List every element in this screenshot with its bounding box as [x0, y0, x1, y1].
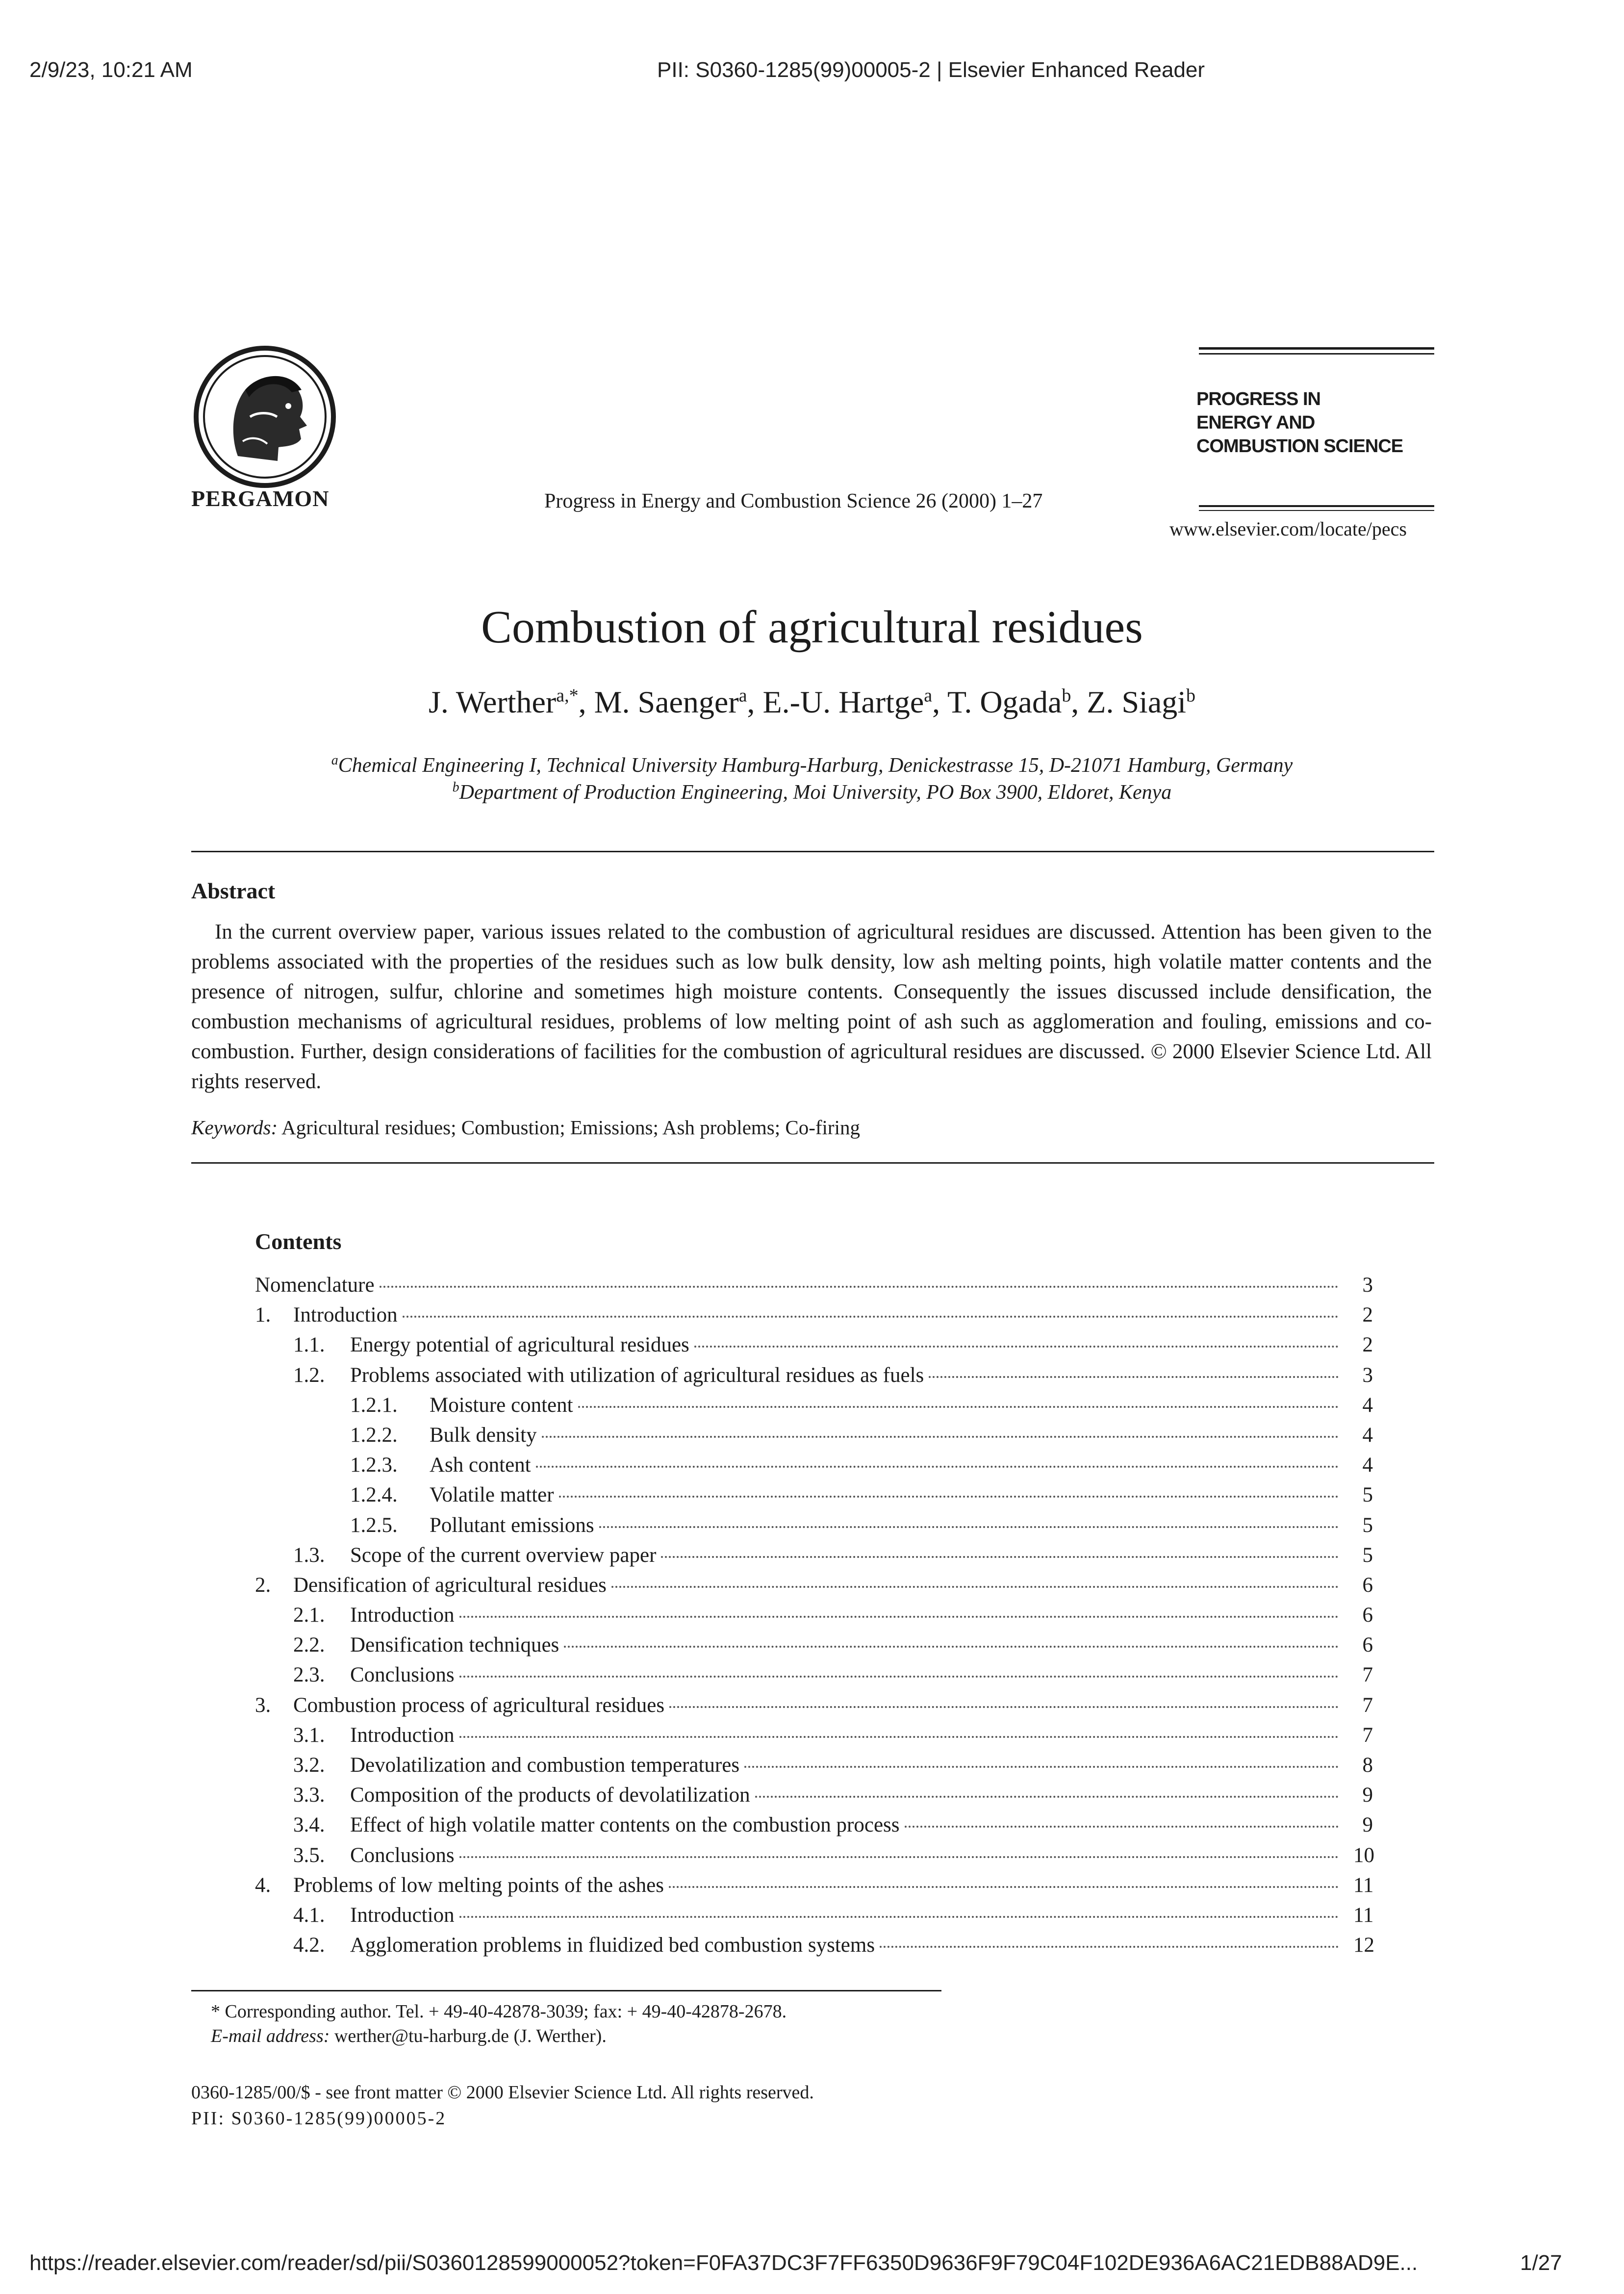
toc-entry-page: 2 [1362, 1303, 1373, 1327]
toc-leader-dots [459, 1676, 1339, 1678]
toc-leader-dots [880, 1946, 1339, 1948]
toc-leader-dots [599, 1526, 1339, 1528]
toc-entry-title: Introduction [293, 1300, 403, 1330]
abstract-rule-top [191, 851, 1434, 852]
brand-rule-top [1199, 347, 1434, 350]
toc-entry-title: Effect of high volatile matter contents on the combustion process [350, 1810, 905, 1840]
publisher-name: PERGAMON [191, 486, 330, 511]
toc-entry-title: Densification techniques [350, 1630, 564, 1660]
brand-line-1: PROGRESS IN [1196, 389, 1320, 409]
toc-entry-title: Volatile matter [430, 1480, 559, 1510]
toc-entry-page: 4 [1362, 1393, 1373, 1417]
affiliation-mark: a [331, 753, 338, 768]
toc-entry-page: 5 [1362, 1513, 1373, 1537]
toc-entry-page: 5 [1362, 1543, 1373, 1567]
affiliation-b [0, 780, 1624, 804]
toc-leader-dots [669, 1886, 1339, 1888]
toc-entry-number: 1.2.5. [350, 1513, 398, 1537]
toc-leader-dots [380, 1286, 1339, 1288]
toc-entry-page: 6 [1362, 1604, 1373, 1627]
toc-entry-page: 7 [1362, 1723, 1373, 1747]
toc-entry-page: 11 [1353, 1903, 1374, 1927]
footnote-rule [191, 1990, 941, 1991]
toc-entry-number: 3. [255, 1693, 271, 1717]
keywords-line [191, 1116, 860, 1139]
toc-leader-dots [459, 1616, 1339, 1618]
toc-entry-title: Introduction [350, 1720, 459, 1750]
toc-leader-dots [459, 1736, 1339, 1738]
affiliation-text: Department of Production Engineering, Moi University, PO Box 3900, Eldoret, Kenya [459, 781, 1172, 804]
toc-entry-number: 1.2. [293, 1363, 325, 1387]
table-of-contents [255, 1270, 1373, 1960]
brand-rule-bottom [1199, 505, 1434, 507]
toc-entry-page: 9 [1362, 1784, 1373, 1807]
keywords-text: Agricultural residues; Combustion; Emissions; Ash problems; Co-firing [281, 1116, 860, 1139]
toc-entry-number: 4. [255, 1873, 271, 1897]
toc-entry[interactable] [255, 1390, 1373, 1420]
toc-leader-dots [459, 1916, 1339, 1918]
toc-entry-number: 2.3. [293, 1663, 325, 1687]
toc-entry[interactable] [255, 1780, 1373, 1810]
author-name: J. Werther [428, 685, 557, 719]
author-affil-mark: a,* [556, 685, 579, 706]
toc-leader-dots [542, 1436, 1339, 1438]
email-address[interactable]: werther@tu-harburg.de (J. Werther). [334, 2026, 607, 2046]
toc-leader-dots [694, 1346, 1339, 1348]
toc-entry-title: Problems of low melting points of the ashes [293, 1870, 669, 1900]
toc-entry-number: 3.1. [293, 1723, 325, 1747]
toc-entry[interactable] [255, 1690, 1373, 1720]
toc-entry[interactable] [255, 1750, 1373, 1780]
toc-entry-page: 9 [1362, 1813, 1373, 1837]
copyright-line: 0360-1285/00/$ - see front matter © 2000 Elsevier Science Ltd. All rights reserved. [191, 2082, 814, 2103]
abstract-rule-bottom [191, 1162, 1434, 1164]
corresponding-author-note: * Corresponding author. Tel. + 49-40-42878-3039; fax: + 49-40-42878-2678. [211, 2001, 787, 2022]
toc-entry-page: 11 [1353, 1873, 1374, 1897]
toc-entry[interactable] [255, 1540, 1373, 1570]
toc-entry-number: 3.4. [293, 1813, 325, 1837]
toc-leader-dots [564, 1646, 1339, 1648]
toc-entry-page: 5 [1362, 1483, 1373, 1507]
toc-entry-title: Introduction [350, 1600, 459, 1630]
toc-entry-title: Ash content [430, 1450, 536, 1480]
toc-leader-dots [669, 1706, 1339, 1708]
toc-entry[interactable] [255, 1930, 1373, 1960]
toc-entry-page: 4 [1362, 1453, 1373, 1477]
toc-entry-title: Moisture content [430, 1390, 578, 1420]
toc-entry-title: Energy potential of agricultural residues [350, 1330, 694, 1360]
toc-leader-dots [578, 1406, 1339, 1408]
abstract-body: In the current overview paper, various issues related to the combustion of agricultural residues are discussed. Attention has been given to the problems associated with the properties of the residues such as low bulk density, low ash melting points, high volatile matter contents and the presence of nitrogen, sulfur, chlorine and sometimes high moisture contents. Consequently the issues discussed include densification, the combustion mechanisms of agricultural residues, problems of low melting point of ash such as agglomeration and fouling, emissions and co-combustion. Further, design considerations of facilities for the combustion of agricultural residues are discussed. © 2000 Elsevier Science Ltd. All rights reserved. [191, 920, 1432, 1093]
toc-entry-number: 1.2.2. [350, 1423, 398, 1447]
toc-entry[interactable] [255, 1600, 1373, 1630]
author-affil-mark: a [738, 685, 747, 706]
toc-entry-number: 1.1. [293, 1333, 325, 1357]
toc-entry-title: Composition of the products of devolatilization [350, 1780, 755, 1810]
toc-entry[interactable] [255, 1840, 1373, 1870]
toc-entry[interactable] [255, 1870, 1373, 1900]
toc-entry[interactable] [255, 1330, 1373, 1360]
affiliation-text: Chemical Engineering I, Technical University Hamburg-Harburg, Denickestrasse 15, D-21071 Hamburg, Germany [338, 754, 1293, 777]
toc-entry[interactable] [255, 1450, 1373, 1480]
toc-entry-page: 6 [1362, 1633, 1373, 1657]
article-title: Combustion of agricultural residues [481, 602, 1143, 653]
print-page-title: PII: S0360-1285(99)00005-2 | Elsevier Enhanced Reader [657, 58, 1205, 82]
toc-leader-dots [929, 1376, 1339, 1378]
toc-entry-page: 4 [1362, 1423, 1373, 1447]
toc-entry-page: 3 [1362, 1363, 1373, 1387]
toc-entry-title: Densification of agricultural residues [293, 1570, 611, 1600]
toc-entry-title: Bulk density [430, 1420, 542, 1450]
toc-entry-number: 1.3. [293, 1543, 325, 1567]
journal-citation: Progress in Energy and Combustion Science 26 (2000) 1–27 [544, 490, 1043, 512]
toc-entry[interactable] [255, 1630, 1373, 1660]
toc-entry-title: Combustion process of agricultural residues [293, 1690, 669, 1720]
journal-brand [1196, 387, 1403, 458]
toc-entry-number: 4.1. [293, 1903, 325, 1927]
toc-entry-title: Nomenclature [255, 1270, 380, 1300]
contents-heading: Contents [255, 1229, 342, 1254]
toc-entry[interactable] [255, 1360, 1373, 1390]
print-page-indicator: 1/27 [1520, 2251, 1562, 2275]
toc-entry-page: 7 [1362, 1663, 1373, 1687]
author-affil-mark: a [924, 685, 933, 706]
author-name: Z. Siagi [1087, 685, 1187, 719]
toc-entry-number: 1. [255, 1303, 271, 1327]
toc-entry-title: Problems associated with utilization of agricultural residues as fuels [350, 1360, 929, 1390]
toc-entry-page: 7 [1362, 1693, 1373, 1717]
toc-entry-page: 6 [1362, 1573, 1373, 1597]
toc-entry-title: Agglomeration problems in fluidized bed combustion systems [350, 1930, 880, 1960]
brand-rule-bottom-thin [1199, 510, 1434, 511]
toc-leader-dots [661, 1556, 1339, 1558]
toc-entry-number: 3.2. [293, 1754, 325, 1777]
affiliation-a [0, 753, 1624, 777]
toc-entry-number: 4.2. [293, 1934, 325, 1957]
brand-rule-top-thin [1199, 353, 1434, 355]
toc-entry-page: 12 [1353, 1934, 1374, 1957]
toc-entry[interactable] [255, 1810, 1373, 1840]
print-url[interactable]: https://reader.elsevier.com/reader/sd/pii/S0360128599000052?token=F0FA37DC3F7FF6350D9636F9F79C04F102DE936A6AC21EDB88AD9E... [29, 2251, 1418, 2275]
toc-entry[interactable] [255, 1570, 1373, 1600]
affiliation-mark: b [452, 780, 459, 795]
toc-entry-number: 2.2. [293, 1633, 325, 1657]
author-affil-mark: b [1186, 685, 1196, 706]
toc-leader-dots [459, 1856, 1339, 1858]
email-note [211, 2025, 607, 2047]
toc-leader-dots [905, 1826, 1339, 1828]
toc-entry-number: 1.2.1. [350, 1393, 398, 1417]
author-name: T. Ogada [947, 685, 1062, 719]
toc-leader-dots [536, 1466, 1339, 1468]
print-datetime: 2/9/23, 10:21 AM [29, 58, 193, 82]
toc-entry[interactable] [255, 1900, 1373, 1930]
toc-leader-dots [559, 1496, 1339, 1498]
toc-entry-page: 8 [1362, 1754, 1373, 1777]
toc-entry[interactable] [255, 1720, 1373, 1750]
author-name: M. Saenger [594, 685, 739, 719]
toc-entry[interactable] [255, 1510, 1373, 1540]
brand-line-2: ENERGY AND [1196, 412, 1315, 433]
toc-entry[interactable] [255, 1660, 1373, 1690]
author-affil-mark: b [1062, 685, 1071, 706]
toc-entry[interactable] [255, 1300, 1373, 1330]
pergamon-helmet-head-logo-icon [191, 343, 338, 490]
toc-entry-page: 10 [1353, 1843, 1374, 1867]
toc-entry-number: 1.2.3. [350, 1453, 398, 1477]
toc-entry-page: 3 [1362, 1274, 1373, 1297]
toc-entry-title: Pollutant emissions [430, 1510, 599, 1540]
toc-entry-page: 2 [1362, 1333, 1373, 1357]
pii-line: PII: S0360-1285(99)00005-2 [191, 2108, 447, 2129]
toc-entry-number: 2.1. [293, 1604, 325, 1627]
toc-leader-dots [403, 1316, 1339, 1318]
toc-entry-title: Conclusions [350, 1840, 459, 1870]
toc-leader-dots [744, 1766, 1339, 1768]
toc-leader-dots [755, 1796, 1339, 1798]
toc-leader-dots [611, 1586, 1339, 1588]
toc-entry-title: Conclusions [350, 1660, 459, 1690]
toc-entry-number: 1.2.4. [350, 1483, 398, 1507]
journal-website: www.elsevier.com/locate/pecs [1169, 518, 1407, 540]
toc-entry-number: 3.3. [293, 1784, 325, 1807]
brand-line-3: COMBUSTION SCIENCE [1196, 436, 1403, 457]
toc-entry[interactable] [255, 1480, 1373, 1510]
author-list: J. Werther$^{a,*}$, M. Saenger$^a$, E.-U. Hartge$^a$, T. Ogada$^b$, Z. Siagi$^b$ [428, 685, 1196, 719]
keywords-label: Keywords: [191, 1116, 278, 1139]
toc-entry-title: Introduction [350, 1900, 459, 1930]
author-name: E.-U. Hartge [762, 685, 924, 719]
toc-entry-number: 2. [255, 1573, 271, 1597]
email-label: E-mail address: [211, 2026, 330, 2046]
toc-entry[interactable] [255, 1420, 1373, 1450]
toc-entry-title: Devolatilization and combustion temperatures [350, 1750, 744, 1780]
toc-entry-title: Scope of the current overview paper [350, 1540, 661, 1570]
abstract-heading: Abstract [191, 878, 276, 903]
toc-entry-number: 3.5. [293, 1843, 325, 1867]
toc-entry[interactable] [255, 1270, 1373, 1300]
